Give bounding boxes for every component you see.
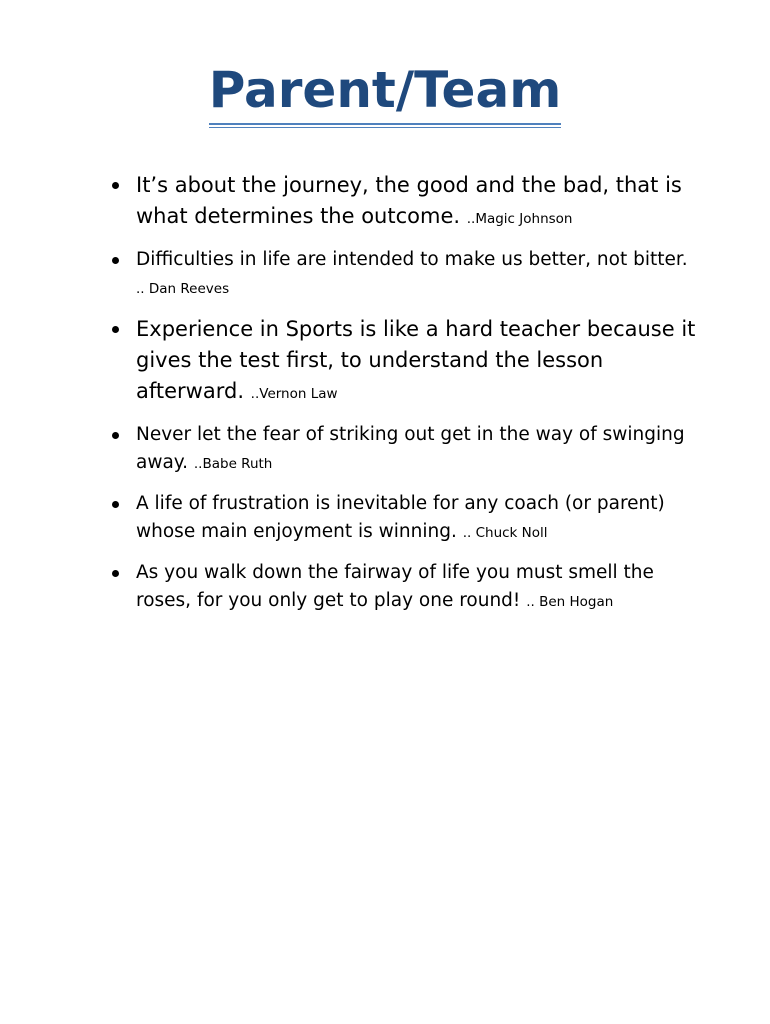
title-text: Parent/Team <box>208 61 562 119</box>
quote-text: It’s about the journey, the good and the bad, that is what determines the outcome. <box>136 173 682 228</box>
quote-author: .. Chuck Noll <box>462 525 548 541</box>
quote-text: Difficulties in life are intended to make us better, not bitter. <box>136 249 688 270</box>
quote-author: ..Vernon Law <box>250 386 338 402</box>
bullet-icon <box>112 570 119 577</box>
bullet-icon <box>112 257 119 264</box>
quote-item <box>108 490 708 547</box>
quote-text: As you walk down the fairway of life you must smell the roses, for you only get to play one round! <box>136 562 654 611</box>
title-underline <box>209 123 562 128</box>
quote-author: ..Magic Johnson <box>466 211 573 227</box>
quote-author: .. Dan Reeves <box>136 281 230 297</box>
quote-author: ..Babe Ruth <box>193 456 273 472</box>
quote-item <box>108 246 708 303</box>
quote-text: A life of frustration is inevitable for any coach (or parent) whose main enjoyment is winning. <box>136 493 665 542</box>
title-text-wrapper <box>209 58 562 126</box>
quote-list <box>108 170 708 616</box>
quote-text: Never let the fear of striking out get in the way of swinging away. <box>136 424 685 473</box>
quote-item <box>108 170 708 235</box>
quote-item <box>108 314 708 410</box>
quote-text: Experience in Sports is like a hard teacher because it gives the test first, to understand the lesson afterward. <box>136 317 696 403</box>
bullet-icon <box>112 182 119 189</box>
page-title <box>0 58 770 126</box>
quote-item <box>108 421 708 478</box>
bullet-icon <box>112 432 119 439</box>
quote-author: .. Ben Hogan <box>526 594 614 610</box>
quote-item <box>108 559 708 616</box>
bullet-icon <box>112 326 119 333</box>
bullet-icon <box>112 501 119 508</box>
